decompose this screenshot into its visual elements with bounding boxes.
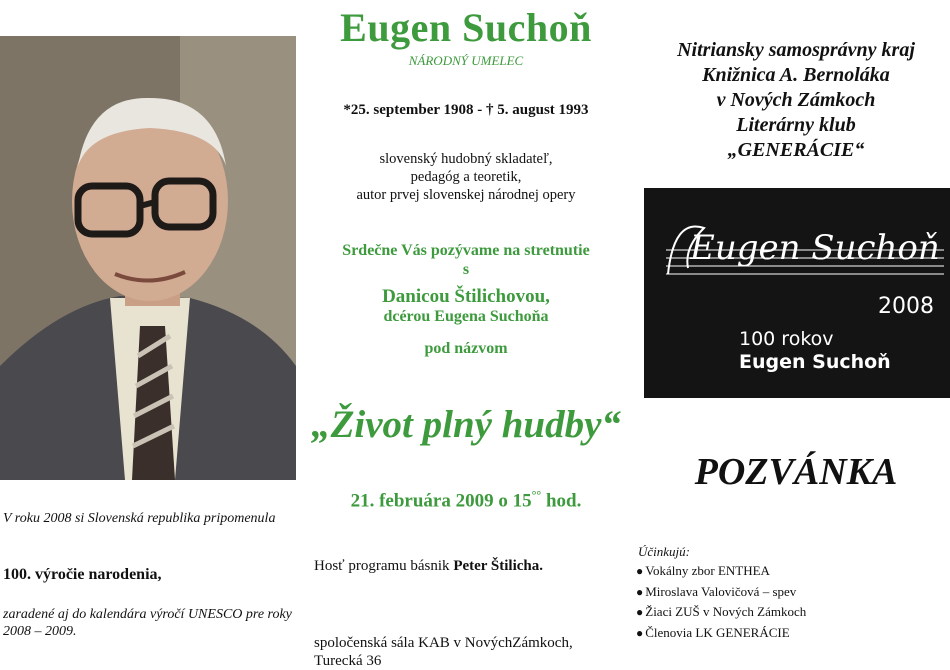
invitation-text <box>296 241 636 279</box>
organizer-block <box>646 38 946 163</box>
organizer-line: Literárny klub <box>736 114 856 136</box>
logo-name: Eugen Suchoň <box>739 351 891 373</box>
description-line: slovenský hudobný skladateľ, <box>379 151 553 167</box>
guest-name: Peter Štilicha. <box>453 558 544 574</box>
description-line: autor prvej slovenskej národnej opery <box>356 187 576 203</box>
guest-prefix: Hosť programu básnik <box>314 558 454 574</box>
performer-item: ● Vokálny zbor ENTHEA <box>636 561 946 582</box>
description-line: pedagóg a teoretik, <box>410 169 522 185</box>
organizer-line: „GENERÁCIE“ <box>727 139 865 161</box>
under-title-label: pod názvom <box>424 340 508 357</box>
event-date-minutes: °° <box>531 488 542 502</box>
venue-line: spoločenská sála KAB v NovýchZámkoch, <box>314 635 573 651</box>
composer-title: NÁRODNÝ UMELEC <box>408 53 524 68</box>
life-dates: *25. september 1908 - † 5. august 1993 <box>343 102 589 118</box>
anniversary-heading: 100. výročie narodenia, <box>3 566 162 583</box>
venue-line: Turecká 36 <box>314 653 382 669</box>
invitation-heading: POZVÁNKA <box>694 451 898 493</box>
portrait-photo <box>0 36 296 480</box>
event-date-main: 21. februára 2009 o 15 <box>350 490 532 512</box>
event-date <box>296 488 636 512</box>
logo-signature: Eugen Suchoň <box>690 228 940 268</box>
anniversary-intro-text: V roku 2008 si Slovenská republika pripomenula <box>3 511 276 526</box>
performer-item: ● Miroslava Valovičová – spev <box>636 582 946 603</box>
performers-list <box>636 561 946 643</box>
portrait-illustration <box>0 36 296 480</box>
event-title: „Život plný hudby“ <box>311 403 621 446</box>
logo-100-years: 100 rokov <box>739 328 834 350</box>
invitation-line: s <box>462 261 470 278</box>
venue <box>314 634 644 670</box>
unesco-text: zaradené aj do kalendára výročí UNESCO pre roky 2008 – 2009. <box>3 607 292 639</box>
guest-daughter-name: Danicou Štilichovou, <box>382 286 550 307</box>
organizer-line: Nitriansky samosprávny kraj <box>677 39 915 61</box>
guest-daughter-description: dcérou Eugena Suchoňa <box>383 308 549 325</box>
performers-heading: Účinkujú: <box>638 544 690 559</box>
organizer-line: v Nových Zámkoch <box>716 89 876 111</box>
program-guest <box>314 558 644 575</box>
composer-name: Eugen Suchoň <box>340 5 592 50</box>
event-date-end: hod. <box>541 490 582 512</box>
performer-item: ● Členovia LK GENERÁCIE <box>636 623 946 644</box>
anniversary-logo <box>644 188 950 398</box>
logo-year: 2008 <box>878 294 934 319</box>
composer-description <box>296 150 636 204</box>
performer-item: ● Žiaci ZUŠ v Nových Zámkoch <box>636 602 946 623</box>
organizer-line: Knižnica A. Bernoláka <box>702 64 890 86</box>
invitation-line: Srdečne Vás pozývame na stretnutie <box>342 242 590 259</box>
